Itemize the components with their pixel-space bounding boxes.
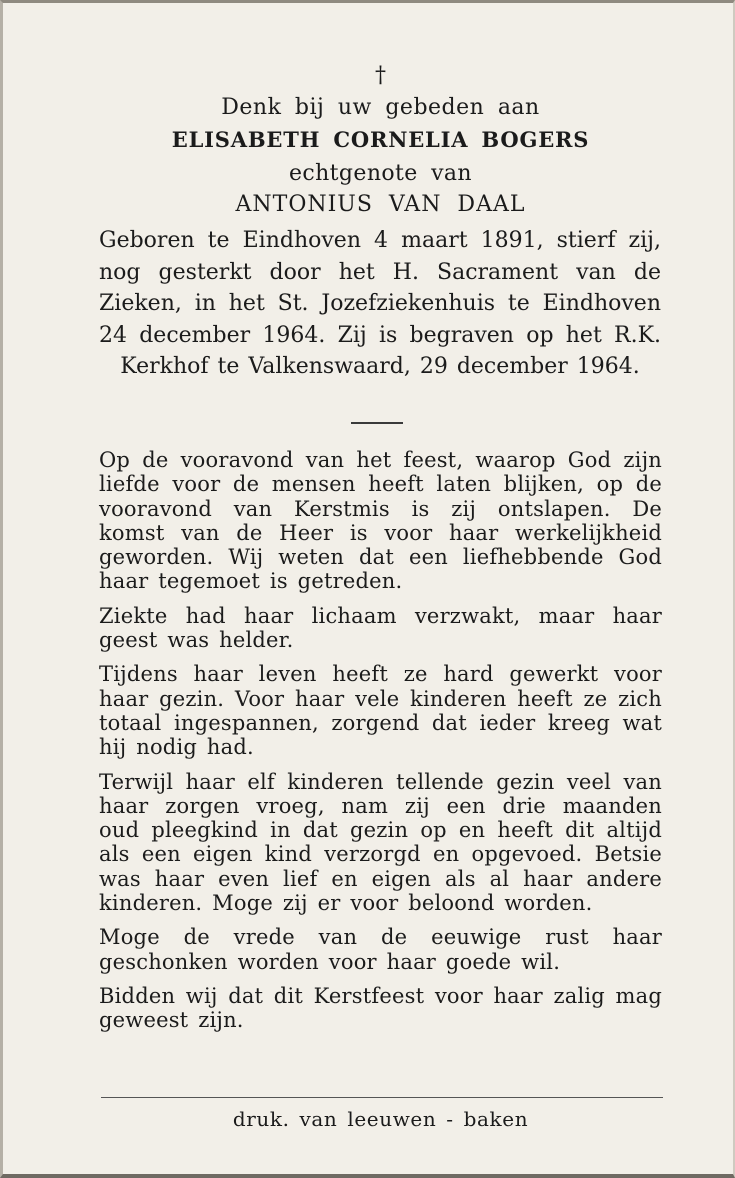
paragraph: Op de vooravond van het feest, waarop God zijn liefde voor de mensen heeft laten blijken, op de vooravond van Kerstmis is zij ontslapen. De komst van de Heer is voor haar werkelijkheid geworden. Wij weten dat een liefhebbende God haar tegemoet is getreden. [99, 448, 662, 594]
paragraph: Terwijl haar elf kinderen tellende gezin veel van haar zorgen vroeg, nam zij een drie maanden oud pleegkind in dat gezin op en heeft dit altijd als een eigen kind verzorgd en opgevoed. Betsie was haar even lief en eigen als al haar andere kinderen. Moge zij er voor beloond worden. [99, 769, 662, 916]
short-divider [351, 422, 403, 424]
bottom-divider [101, 1097, 663, 1098]
paragraph: Ziekte had haar lichaam verzwakt, maar haar geest was helder. [99, 603, 662, 653]
paragraph: Tijdens haar leven heeft ze hard gewerkt voor haar gezin. Voor haar vele kinderen heeft ze zich totaal ingespannen, zorgend dat ieder kreeg wat hij nodig had. [99, 662, 662, 760]
biography-text: Geboren te Eindhoven 4 maart 1891, stierf zij, nog gesterkt door het H. Sacrament van de Zieken, in het St. Jozefziekenhuis te Eindhoven 24 december 1964. Zij is begraven op het R.K. Kerkhof te Valkenswaard, 29 december 1964. [99, 228, 661, 379]
printer-credit: druk. van leeuwen - baken [232, 1107, 529, 1131]
paragraph: Bidden wij dat dit Kerstfeest voor haar zalig mag geweest zijn. [99, 983, 662, 1033]
deceased-name: ELISABETH CORNELIA BOGERS [171, 127, 590, 152]
memorial-text [99, 448, 662, 1043]
cross-icon: † [375, 63, 386, 88]
opening-line: Denk bij uw gebeden aan [221, 95, 540, 120]
relation-line: echtgenote van [288, 161, 473, 186]
paragraph: Moge de vrede van de eeuwige rust haar geschonken worden voor haar goede wil. [99, 925, 662, 974]
spouse-name: ANTONIUS VAN DAAL [235, 192, 526, 217]
